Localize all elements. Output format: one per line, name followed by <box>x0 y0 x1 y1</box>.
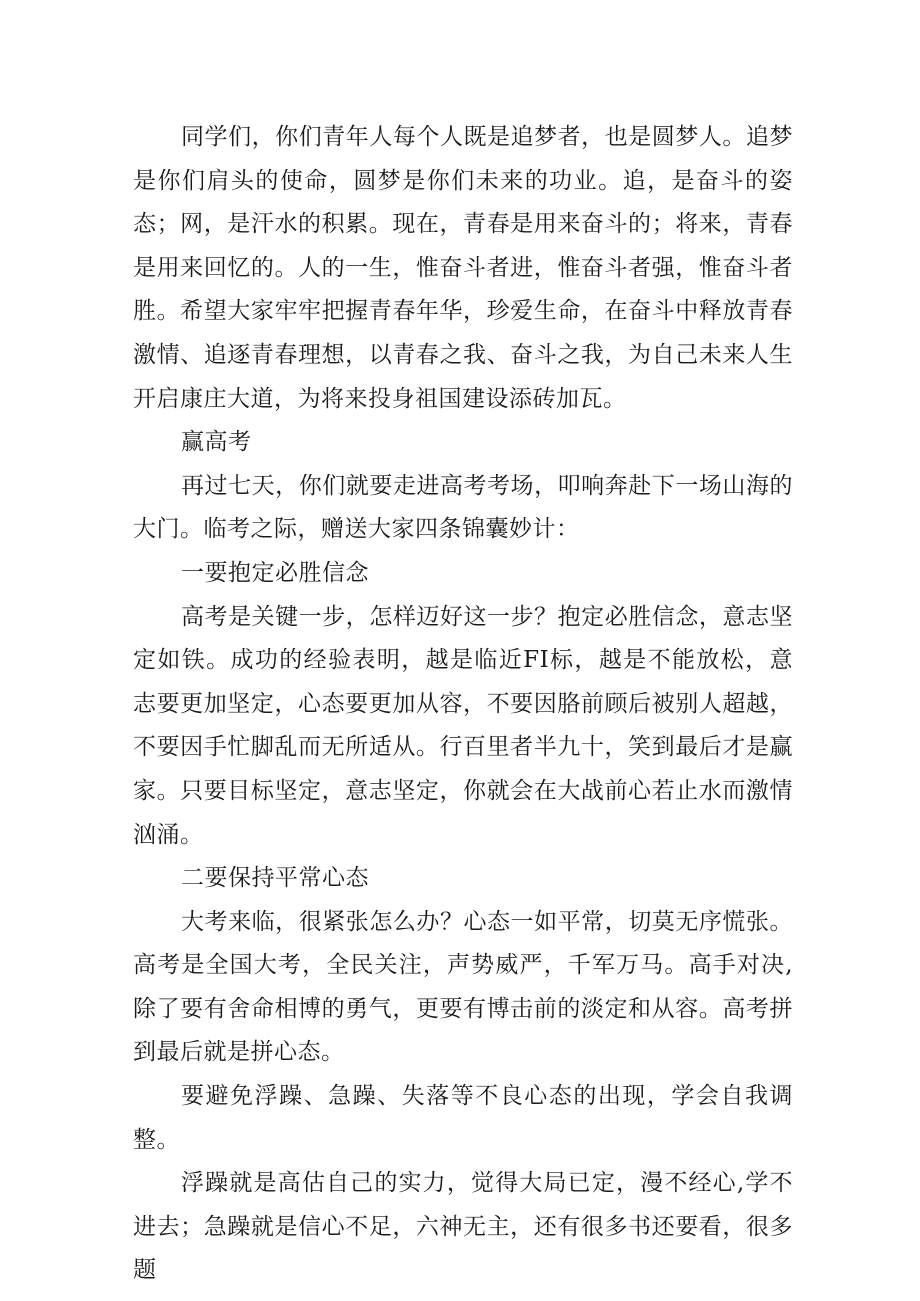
paragraph-youth-dream: 同学们，你们青年人每个人既是追梦者，也是圆梦人。追梦是你们肩头的使命，圆梦是你们未来的功业。追，是奋斗的姿态；网，是汗水的积累。现在，青春是用来奋斗的；将来，青春是用来回忆的。人的一生，惟奋斗者进，惟奋斗者强，惟奋斗者胜。希望大家牢牢把握青春年华，珍爱生命，在奋斗中释放青春激情、追逐青春理想，以青春之我、奋斗之我，为自己未来人生开启康庄大道，为将来投身祖国建设添砖加瓦。 <box>133 124 793 412</box>
paragraph-avoid-bad-moods: 要避免浮躁、急躁、失落等不良心态的出现，学会自我调整。 <box>133 1083 793 1153</box>
paragraph-impetuousness: 浮躁就是高估自己的实力，觉得大局已定，漫不经心,学不进去；急躁就是信心不足，六神无主，还有很多书还要看，很多题 <box>133 1170 793 1284</box>
document-body <box>133 116 793 1293</box>
subheading-firm-belief: 一要抱定必胜信念 <box>181 559 369 586</box>
paragraph-seven-days: 再过七天，你们就要走进高考考场，叩响奔赴下一场山海的大门。临考之际，赠送大家四条锦囊妙计： <box>133 472 793 543</box>
section-heading-win-exam: 赢高考 <box>181 429 252 456</box>
paragraph-calm-mind: 大考来临，很紧张怎么办？心态一如平常，切莫无序慌张。高考是全国大考，全民关注，声势威严，千军万马。高手对决,除了要有舍命相博的勇气，更要有博击前的淡定和从容。高考拼到最后就是拼心态。 <box>133 908 793 1066</box>
subheading-calm-mind: 二要保持平常心态 <box>181 865 369 892</box>
paragraph-firm-belief: 高考是关键一步，怎样迈好这一步？抱定必胜信念，意志坚定如铁。成功的经验表明，越是临近FI标，越是不能放松，意志要更加坚定，心态要更加从容，不要因胳前顾后被别人超越，不要因手忙脚乱而无所适从。行百里者半九十，笑到最后才是赢家。只要目标坚定，意志坚定，你就会在大战前心若止水而激情汹涌。 <box>133 603 793 848</box>
